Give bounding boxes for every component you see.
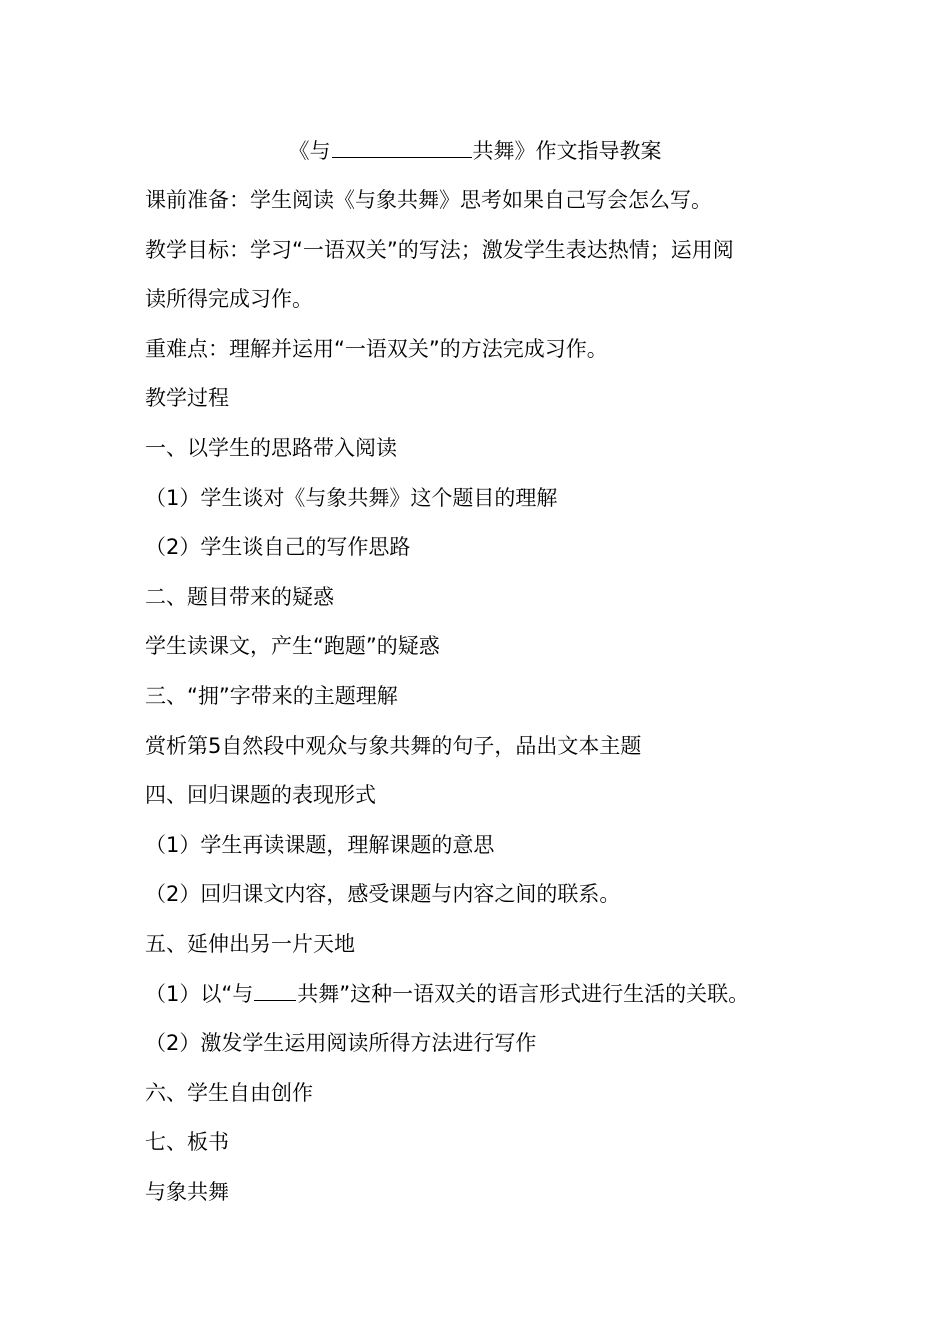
section-2-text: 学生读课文，产生“跑题”的疑惑 xyxy=(145,634,440,659)
document-body xyxy=(145,185,810,1226)
section-7-heading: 七、板书 xyxy=(145,1130,229,1155)
board-writing-text: 与象共舞 xyxy=(145,1179,229,1204)
section-3-heading: 三、“拥”字带来的主题理解 xyxy=(145,683,398,708)
preparation-line: 课前准备：学生阅读《与象共舞》思考如果自己写会怎么写。 xyxy=(145,188,712,212)
objectives-line: 教学目标：学习“一语双关”的写法；激发学生表达热情；运用阅 xyxy=(145,237,734,262)
objectives-continued-line: 读所得完成习作。 xyxy=(145,287,313,312)
section-4-item-2: （2）回归课文内容，感受课题与内容之间的联系。 xyxy=(145,882,621,907)
section-4-item-1: （1）学生再读课题，理解课题的意思 xyxy=(145,832,495,857)
section-1-item-1: （1）学生谈对《与象共舞》这个题目的理解 xyxy=(145,485,558,510)
section-5-item-2: （2）激发学生运用阅读所得方法进行写作 xyxy=(145,1031,537,1056)
inline-blank xyxy=(254,980,296,1001)
teaching-process-heading: 教学过程 xyxy=(145,386,229,411)
blank-line-suffix: 共舞”这种一语双关的语言形式进行生活的关联。 xyxy=(297,981,750,1006)
section-4-heading: 四、回归课题的表现形式 xyxy=(145,783,376,808)
section-5-heading: 五、延伸出另一片天地 xyxy=(145,931,355,956)
section-2-heading: 二、题目带来的疑惑 xyxy=(145,584,334,609)
section-1-heading: 一、以学生的思路带入阅读 xyxy=(145,435,397,460)
blank-line-prefix: （1）以“与 xyxy=(145,981,254,1006)
section-3-text: 赏析第5自然段中观众与象共舞的句子，品出文本主题 xyxy=(145,733,642,758)
section-6-heading: 六、学生自由创作 xyxy=(145,1080,313,1105)
title-prefix: 《与 xyxy=(288,139,331,163)
title-suffix: 共舞》作文指导教案 xyxy=(472,139,662,163)
section-1-item-2: （2）学生谈自己的写作思路 xyxy=(145,535,411,560)
key-points-line: 重难点：理解并运用“一语双关”的方法完成习作。 xyxy=(145,336,608,361)
title-blank xyxy=(332,137,472,158)
document-title xyxy=(0,136,950,166)
section-5-item-1 xyxy=(145,979,810,1009)
